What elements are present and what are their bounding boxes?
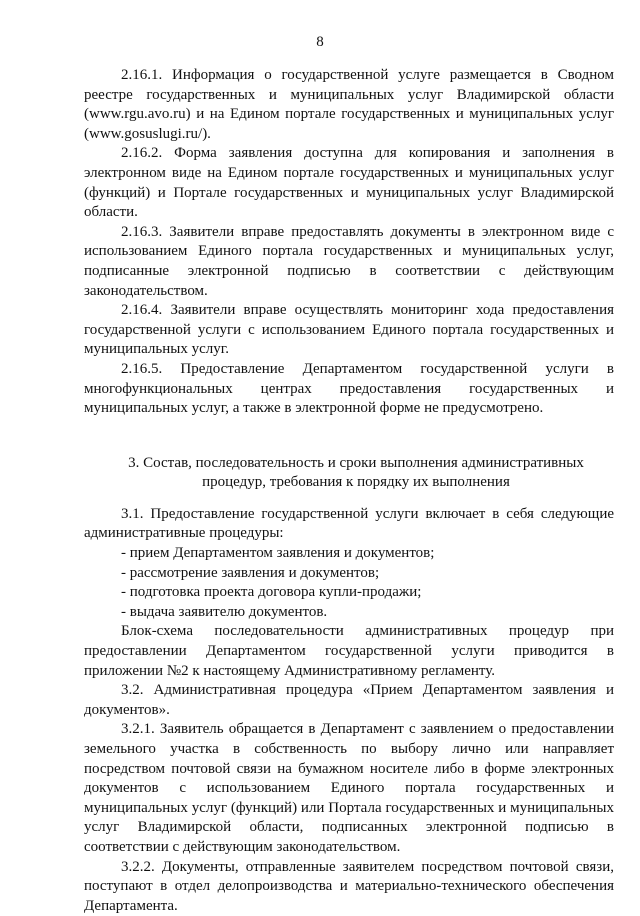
paragraph-3-2: 3.2. Административная процедура «Прием Департаментом заявления и документов». [84, 682, 614, 718]
procedure-item: - выдача заявителю документов. [121, 603, 328, 620]
paragraph-2-16-3: 2.16.3. Заявители вправе предоставлять документы в электронном виде с использованием Единого портала государственных и муниципальных услуг, подписанные электронной подписью в соответствии с действующим законодательством. [84, 223, 614, 299]
paragraph-3-2-1: 3.2.1. Заявитель обращается в Департамент с заявлением о предоставлении земельного участка в собственность по выбору лично или направляет посредством почтовой связи на бумажном носителе либо в форме электронных документов с использованием Единого портала государственных и муниципальных услуг (функций) или Портала государственных и муниципальных услуг Владимирской области, подписанных электронной подписью в соответствии с действующим законодательством. [84, 721, 614, 855]
procedure-item: - прием Департаментом заявления и документов; [121, 545, 435, 562]
paragraph-2-16-4: 2.16.4. Заявители вправе осуществлять мониторинг хода предоставления государственной услуги с использованием Единого портала государственных и муниципальных услуг. [84, 302, 614, 358]
paragraph-3-2-2: 3.2.2. Документы, отправленные заявителем посредством почтовой связи, поступают в отдел делопроизводства и материально-технического обеспечения Департамента. [84, 858, 614, 914]
paragraph-2-16-2: 2.16.2. Форма заявления доступна для копирования и заполнения в электронном виде на Едином портале государственных и муниципальных услуг (функций) и Портале государственных и муниципальных услуг Владимирской области. [84, 145, 614, 221]
paragraph-2-16-5: 2.16.5. Предоставление Департаментом государственной услуги в многофункциональных центрах предоставления государственных и муниципальных услуг, а также в электронной форме не предусмотрено. [84, 360, 614, 417]
paragraph-flowchart-note: Блок-схема последовательности административных процедур при предоставлении Департаментом государственной услуги приводится в приложении №2 к настоящему Административному регламенту. [84, 623, 614, 679]
procedure-item: - рассмотрение заявления и документов; [121, 564, 380, 581]
procedure-item: - подготовка проекта договора купли-продажи; [121, 584, 422, 601]
document-body [84, 66, 614, 916]
section-heading-line-2: процедур, требования к порядку их выполнения [202, 474, 510, 491]
paragraph-3-1: 3.1. Предоставление государственной услуги включает в себя следующие административные процедуры: [84, 505, 614, 542]
page-number: 8 [316, 34, 324, 50]
paragraph-2-16-1: 2.16.1. Информация о государственной услуге размещается в Сводном реестре государственных и муниципальных услуг Владимирской области (www.rgu.avo.ru) и на Едином портале государственных и муниципальных услуг (www.gosuslugi.ru/). [84, 67, 614, 142]
section-heading-line-1: 3. Состав, последовательность и сроки выполнения административных [128, 454, 584, 471]
section-3-heading [84, 454, 614, 493]
